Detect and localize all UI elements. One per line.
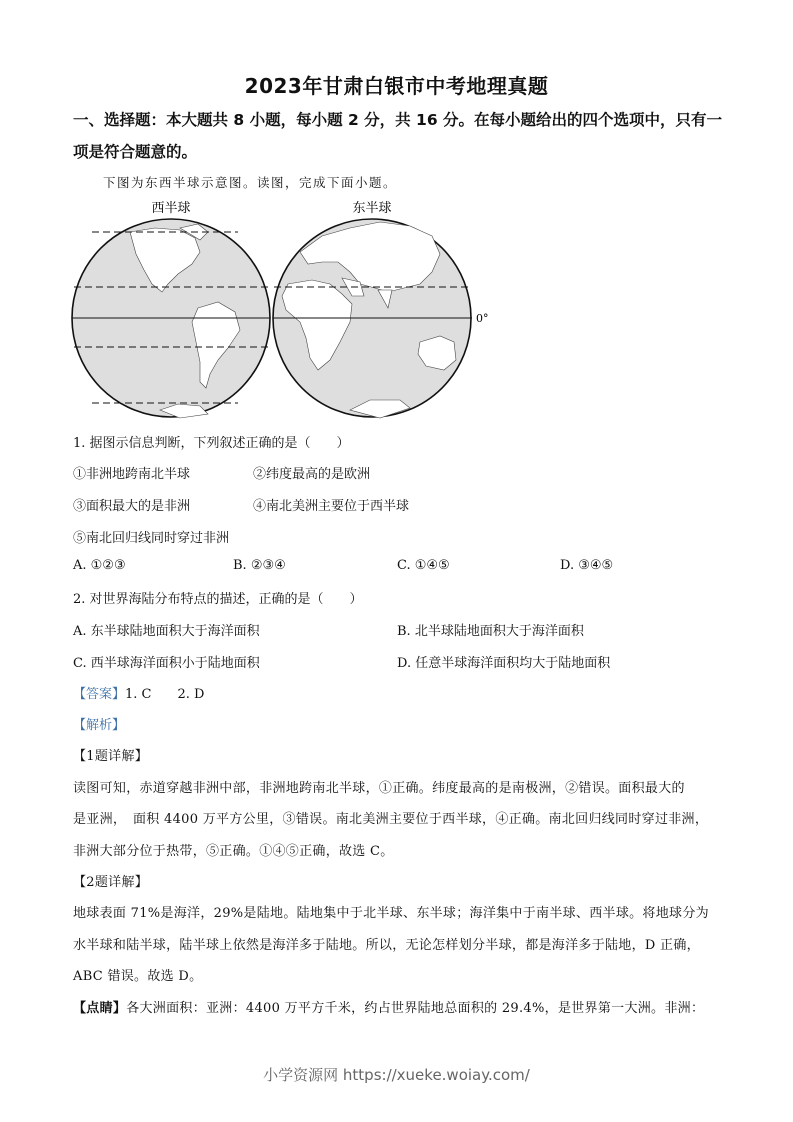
detail1-line-2: 是亚洲， 面积 4400 万平方公里，③错误。南北美洲主要位于西半球，④正确。南北回归线同时穿过非洲， [73, 812, 709, 827]
q2-option-d: D. 任意半球海洋面积均大于陆地面积 [397, 656, 611, 671]
q1-option-a: A. ①②③ [73, 558, 126, 573]
detail2-line-2: 水半球和陆半球，陆半球上依然是海洋多于陆地。所以，无论怎样划分半球，都是海洋多于陆地，D 正确， [73, 938, 700, 953]
figure-intro: 下图为东西半球示意图。读图，完成下面小题。 [103, 175, 398, 190]
page-title: 2023年甘肃白银市中考地理真题 [244, 74, 549, 98]
q1-statement-1: ①非洲地跨南北半球 [73, 467, 191, 482]
east-hemisphere-globe [273, 219, 472, 418]
q1-stem: 1. 据图示信息判断，下列叙述正确的是（ ） [73, 436, 350, 451]
detail2-label: 【2题详解】 [73, 875, 149, 890]
hemisphere-map-figure [60, 192, 500, 428]
detail1-label: 【1题详解】 [73, 749, 149, 764]
q1-statement-5: ⑤南北回归线同时穿过非洲 [73, 531, 230, 546]
west-hemisphere-label: 西半球 [151, 201, 191, 216]
analysis-label: 【解析】 [73, 718, 126, 733]
detail1-line-1: 读图可知，赤道穿越非洲中部，非洲地跨南北半球，①正确。纬度最高的是南极洲，②错误。面积最大的 [73, 781, 685, 796]
q1-statement-4: ④南北美洲主要位于西半球 [253, 499, 410, 514]
equator-label: 0° [476, 312, 489, 325]
footer-watermark: 小学资源网 https://xueke.woiay.com/ [263, 1066, 530, 1084]
west-hemisphere-globe [72, 219, 270, 418]
q1-option-d: D. ③④⑤ [560, 558, 614, 573]
q2-option-c: C. 西半球海洋面积小于陆地面积 [73, 656, 260, 671]
q1-statement-3: ③面积最大的是非洲 [73, 499, 191, 514]
answer-text: 1. C 2. D [125, 687, 205, 702]
q1-option-b: B. ②③④ [233, 558, 286, 573]
q2-stem: 2. 对世界海陆分布特点的描述，正确的是（ ） [73, 592, 363, 607]
answer-label: 【答案】 [73, 687, 126, 702]
section-header-line2: 项是符合题意的。 [73, 143, 198, 161]
section-header-line1: 一、选择题：本大题共 8 小题，每小题 2 分，共 16 分。在每小题给出的四个选项中，只有一 [73, 111, 723, 129]
detail1-line-3: 非洲大部分位于热带，⑤正确。①④⑤正确，故选 C。 [73, 844, 394, 859]
east-hemisphere-label: 东半球 [352, 201, 392, 216]
q1-statement-2: ②纬度最高的是欧洲 [253, 467, 371, 482]
q1-option-c: C. ①④⑤ [397, 558, 450, 573]
answer-row [73, 683, 204, 702]
tip-row [73, 997, 704, 1016]
q2-option-b: B. 北半球陆地面积大于海洋面积 [397, 624, 584, 639]
detail2-line-1: 地球表面 71%是海洋，29%是陆地。陆地集中于北半球、东半球；海洋集中于南半球、西半球。将地球分为 [73, 906, 709, 921]
tip-text: 各大洲面积：亚洲：4400 万平方千米，约占世界陆地总面积的 29.4%，是世界第一大洲。非洲： [126, 1001, 705, 1016]
q2-option-a: A. 东半球陆地面积大于海洋面积 [73, 624, 260, 639]
tip-label: 【点睛】 [73, 1001, 127, 1016]
detail2-line-3: ABC 错误。故选 D。 [73, 969, 203, 984]
